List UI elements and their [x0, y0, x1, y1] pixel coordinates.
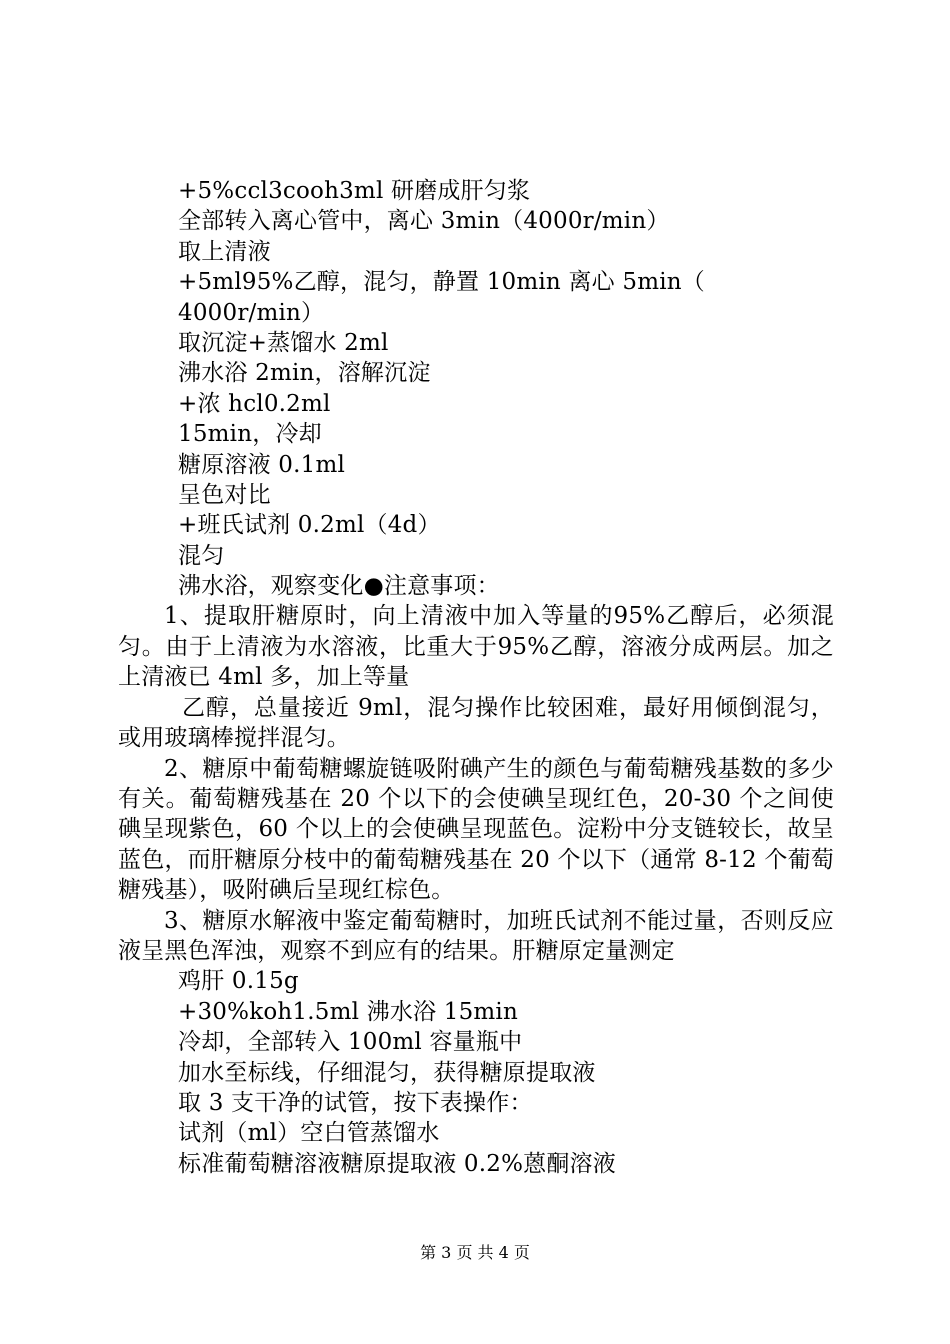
step-line: 4000r/min）	[178, 299, 325, 326]
step-line: 加水至标线，仔细混匀，获得糖原提取液	[178, 1059, 596, 1086]
step-line: 冷却，全部转入 100ml 容量瓶中	[178, 1029, 523, 1056]
step-line: 鸡肝 0.15g	[178, 968, 299, 995]
step-line: 沸水浴 2min，溶解沉淀	[178, 360, 431, 387]
note-1-paragraph: 1、提取肝糖原时，向上清液中加入等量的95%乙醇后，必须混匀。由于上清液为水溶液，比重大于95%乙醇，溶液分成两层。加之上清液已 4ml 多，加上等量	[118, 603, 834, 691]
step-line: 取上清液	[178, 238, 271, 265]
step-line: 全部转入离心管中，离心 3min（4000r/min）	[178, 208, 670, 235]
step-line: 标准葡萄糖溶液糖原提取液 0.2%蒽酮溶液	[178, 1150, 616, 1177]
step-line: +班氏试剂 0.2ml（4d）	[178, 512, 441, 539]
step-line: 呈色对比	[178, 481, 271, 508]
note-1-continued-paragraph: 乙醇，总量接近 9ml，混匀操作比较困难，最好用倾倒混匀，或用玻璃棒搅拌混匀。	[118, 694, 834, 752]
step-line: 15min，冷却	[178, 421, 322, 448]
step-line: +5ml95%乙醇，混匀，静置 10min 离心 5min（	[178, 269, 705, 296]
step-line: +浓 hcl0.2ml	[178, 390, 331, 417]
note-3-paragraph: 3、糖原水解液中鉴定葡萄糖时，加班氏试剂不能过量，否则反应液呈黑色浑浊，观察不到应有的结果。肝糖原定量测定	[118, 907, 834, 964]
step-line: 取沉淀+蒸馏水 2ml	[178, 329, 389, 356]
note-2-paragraph: 2、糖原中葡萄糖螺旋链吸附碘产生的颜色与葡萄糖残基数的多少有关。葡萄糖残基在 20 个以下的会使碘呈现红色，20-30 个之间使碘呈现紫色，60 个以上的会使碘呈现蓝色。淀粉中分支链较长，故呈蓝色，而肝糖原分枝中的葡萄糖残基在 20 个以下（通常 8-12 个葡萄糖残基），吸附碘后呈现红棕色。	[118, 755, 834, 904]
step-line: 糖原溶液 0.1ml	[178, 451, 346, 478]
page-footer: 第 3 页 共 4 页	[420, 1243, 530, 1262]
step-line: 试剂（ml）空白管蒸馏水	[178, 1120, 440, 1147]
step-line: 取 3 支干净的试管，按下表操作：	[178, 1089, 533, 1116]
document-body	[118, 176, 834, 1179]
step-line: 沸水浴，观察变化●注意事项：	[178, 573, 500, 600]
step-line: +30%koh1.5ml 沸水浴 15min	[178, 998, 518, 1025]
step-line: 混匀	[178, 542, 225, 569]
step-line: +5%ccl3cooh3ml 研磨成肝匀浆	[178, 178, 531, 204]
